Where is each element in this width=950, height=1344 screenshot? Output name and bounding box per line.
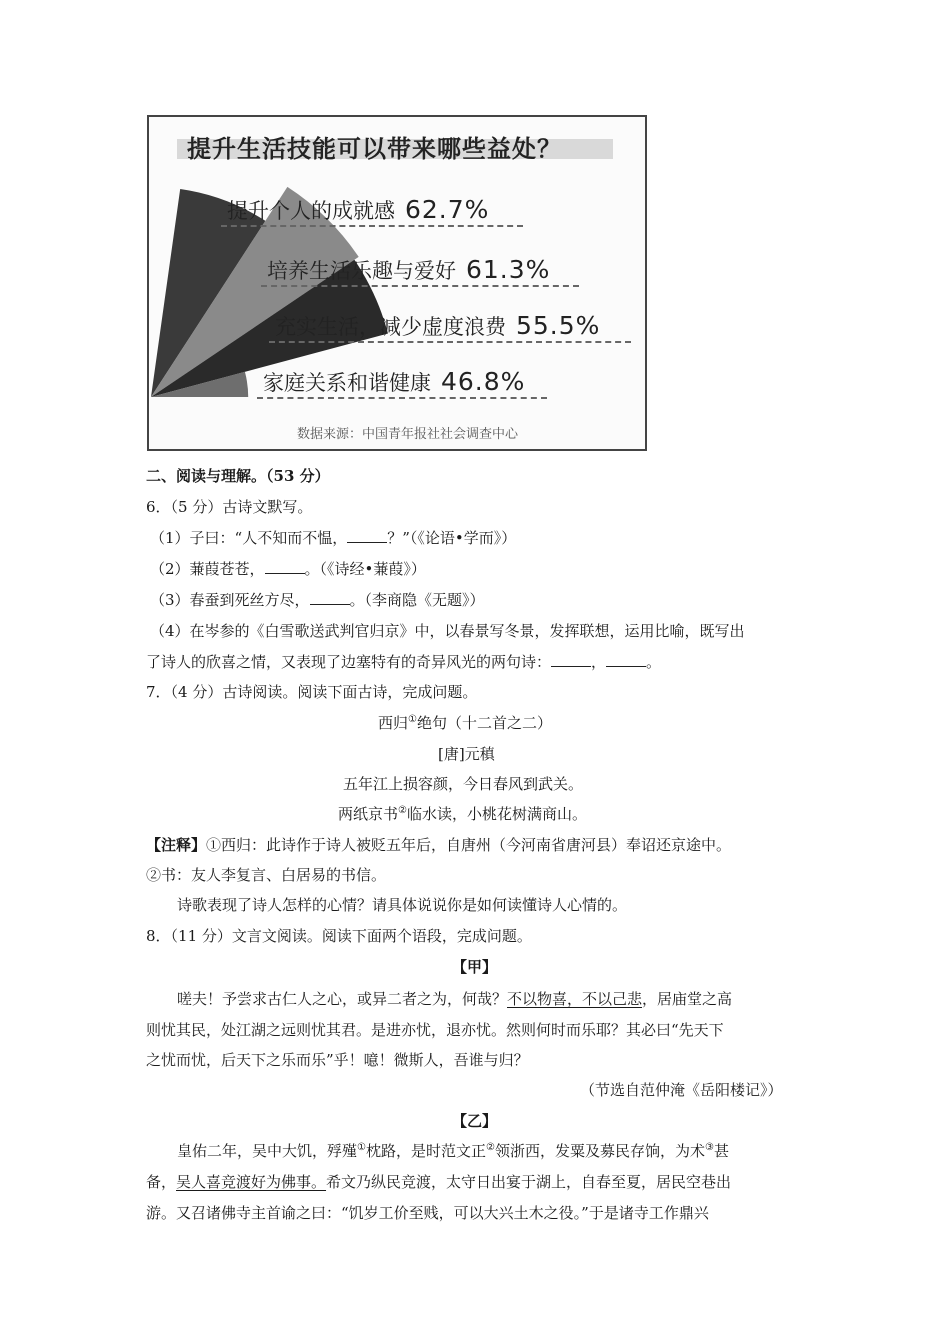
chart-value-label-3: 55.5% <box>516 311 601 340</box>
q6-item-4: （4）在岑参的《白雪歌送武判官归京》中，以春景写冬景，发挥联想，运用比喻，既写出 <box>150 622 745 640</box>
q6-item-3: （3）春蚕到死丝方尽， 。（李商隐《无题》） <box>150 591 485 609</box>
q6-intro: 6．（5 分）古诗文默写。 <box>146 498 313 516</box>
dashed-line <box>221 225 523 227</box>
q6-item-1: （1）子曰：“人不知而不愠， ？”（《论语•学而》） <box>150 529 517 547</box>
chart-source: 数据来源：中国青年报社社会调查中心 <box>297 427 519 442</box>
passage-yi-line-3: 游。又召诸佛寺主首谕之曰：“饥岁工价至贱，可以大兴土木之役。”于是诸寺工作鼎兴 <box>146 1204 709 1222</box>
section-header: 二、阅读与理解。（53 分） <box>146 467 330 485</box>
chart-value-label-2: 61.3% <box>466 255 551 284</box>
chart-category-2: 培养生活乐趣与爱好 61.3% <box>267 255 551 284</box>
passage-jia-source: （节选自范仲淹《岳阳楼记》） <box>580 1081 783 1099</box>
chart-value-label-1: 62.7% <box>405 195 490 224</box>
poem-notes: 【注释】①西归：此诗作于诗人被贬五年后，自唐州（今河南省唐河县）奉诏还京途中。 <box>146 836 732 854</box>
passage-jia-line-3: 之忧而忧，后天下之乐而乐”乎！噫！微斯人，吾谁与归？ <box>146 1051 529 1069</box>
chart-value-label-4: 46.8% <box>441 367 526 396</box>
q7-question: 诗歌表现了诗人怎样的心情？请具体说说你是如何读懂诗人心情的。 <box>177 896 628 914</box>
passage-yi-line-1: 皇佑二年，吴中大饥，殍殣①枕路，是时范文正②领浙西，发粟及募民存饷，为术③甚 <box>177 1142 729 1160</box>
q7-intro: 7．（4 分）古诗阅读。阅读下面古诗，完成问题。 <box>146 683 478 701</box>
q6-item-4-cont: 了诗人的欣喜之情，又表现了边塞特有的奇异风光的两句诗： ， 。 <box>146 653 662 671</box>
poem-title: 西归①绝句（十二首之二） <box>378 714 552 732</box>
q6-item-2: （2）蒹葭苍苍， 。（《诗经•蒹葭》） <box>150 560 426 578</box>
passage-yi-line-2: 备，吴人喜竞渡好为佛事。希文乃纵民竞渡，太守日出宴于湖上，自春至夏，居民空巷出 <box>146 1173 732 1191</box>
dashed-line <box>269 341 631 343</box>
poem-note-2: ②书：友人李复言、白居易的书信。 <box>146 866 387 884</box>
passage-jia-label: 【甲】 <box>452 958 498 976</box>
chart-title: 提升生活技能可以带来哪些益处？ <box>187 135 562 163</box>
poem-line-2: 两纸京书②临水读，小桃花树满商山。 <box>338 805 587 823</box>
chart-category-4: 家庭关系和谐健康 46.8% <box>263 367 526 396</box>
passage-jia-line-2: 则忧其民，处江湖之远则忧其君。是进亦忧，退亦忧。然则何时而乐耶？其必曰“先天下 <box>146 1021 724 1039</box>
passage-jia-line-1: 嗟夫！予尝求古仁人之心，或异二者之为，何哉？不以物喜，不以己悲，居庙堂之高 <box>177 990 733 1008</box>
dashed-line <box>261 285 579 287</box>
passage-yi-label: 【乙】 <box>452 1112 498 1130</box>
poem-line-1: 五年江上损容颜，今日春风到武关。 <box>343 775 584 793</box>
chart-category-1: 提升个人的成就感 62.7% <box>227 195 490 224</box>
poem-author: [唐]元稹 <box>438 745 495 763</box>
chart-category-3: 充实生活，减少虚度浪费 55.5% <box>275 311 601 340</box>
dashed-line <box>257 397 547 399</box>
survey-chart <box>147 115 647 451</box>
q8-intro: 8．（11 分）文言文阅读。阅读下面两个语段，完成问题。 <box>146 927 532 945</box>
